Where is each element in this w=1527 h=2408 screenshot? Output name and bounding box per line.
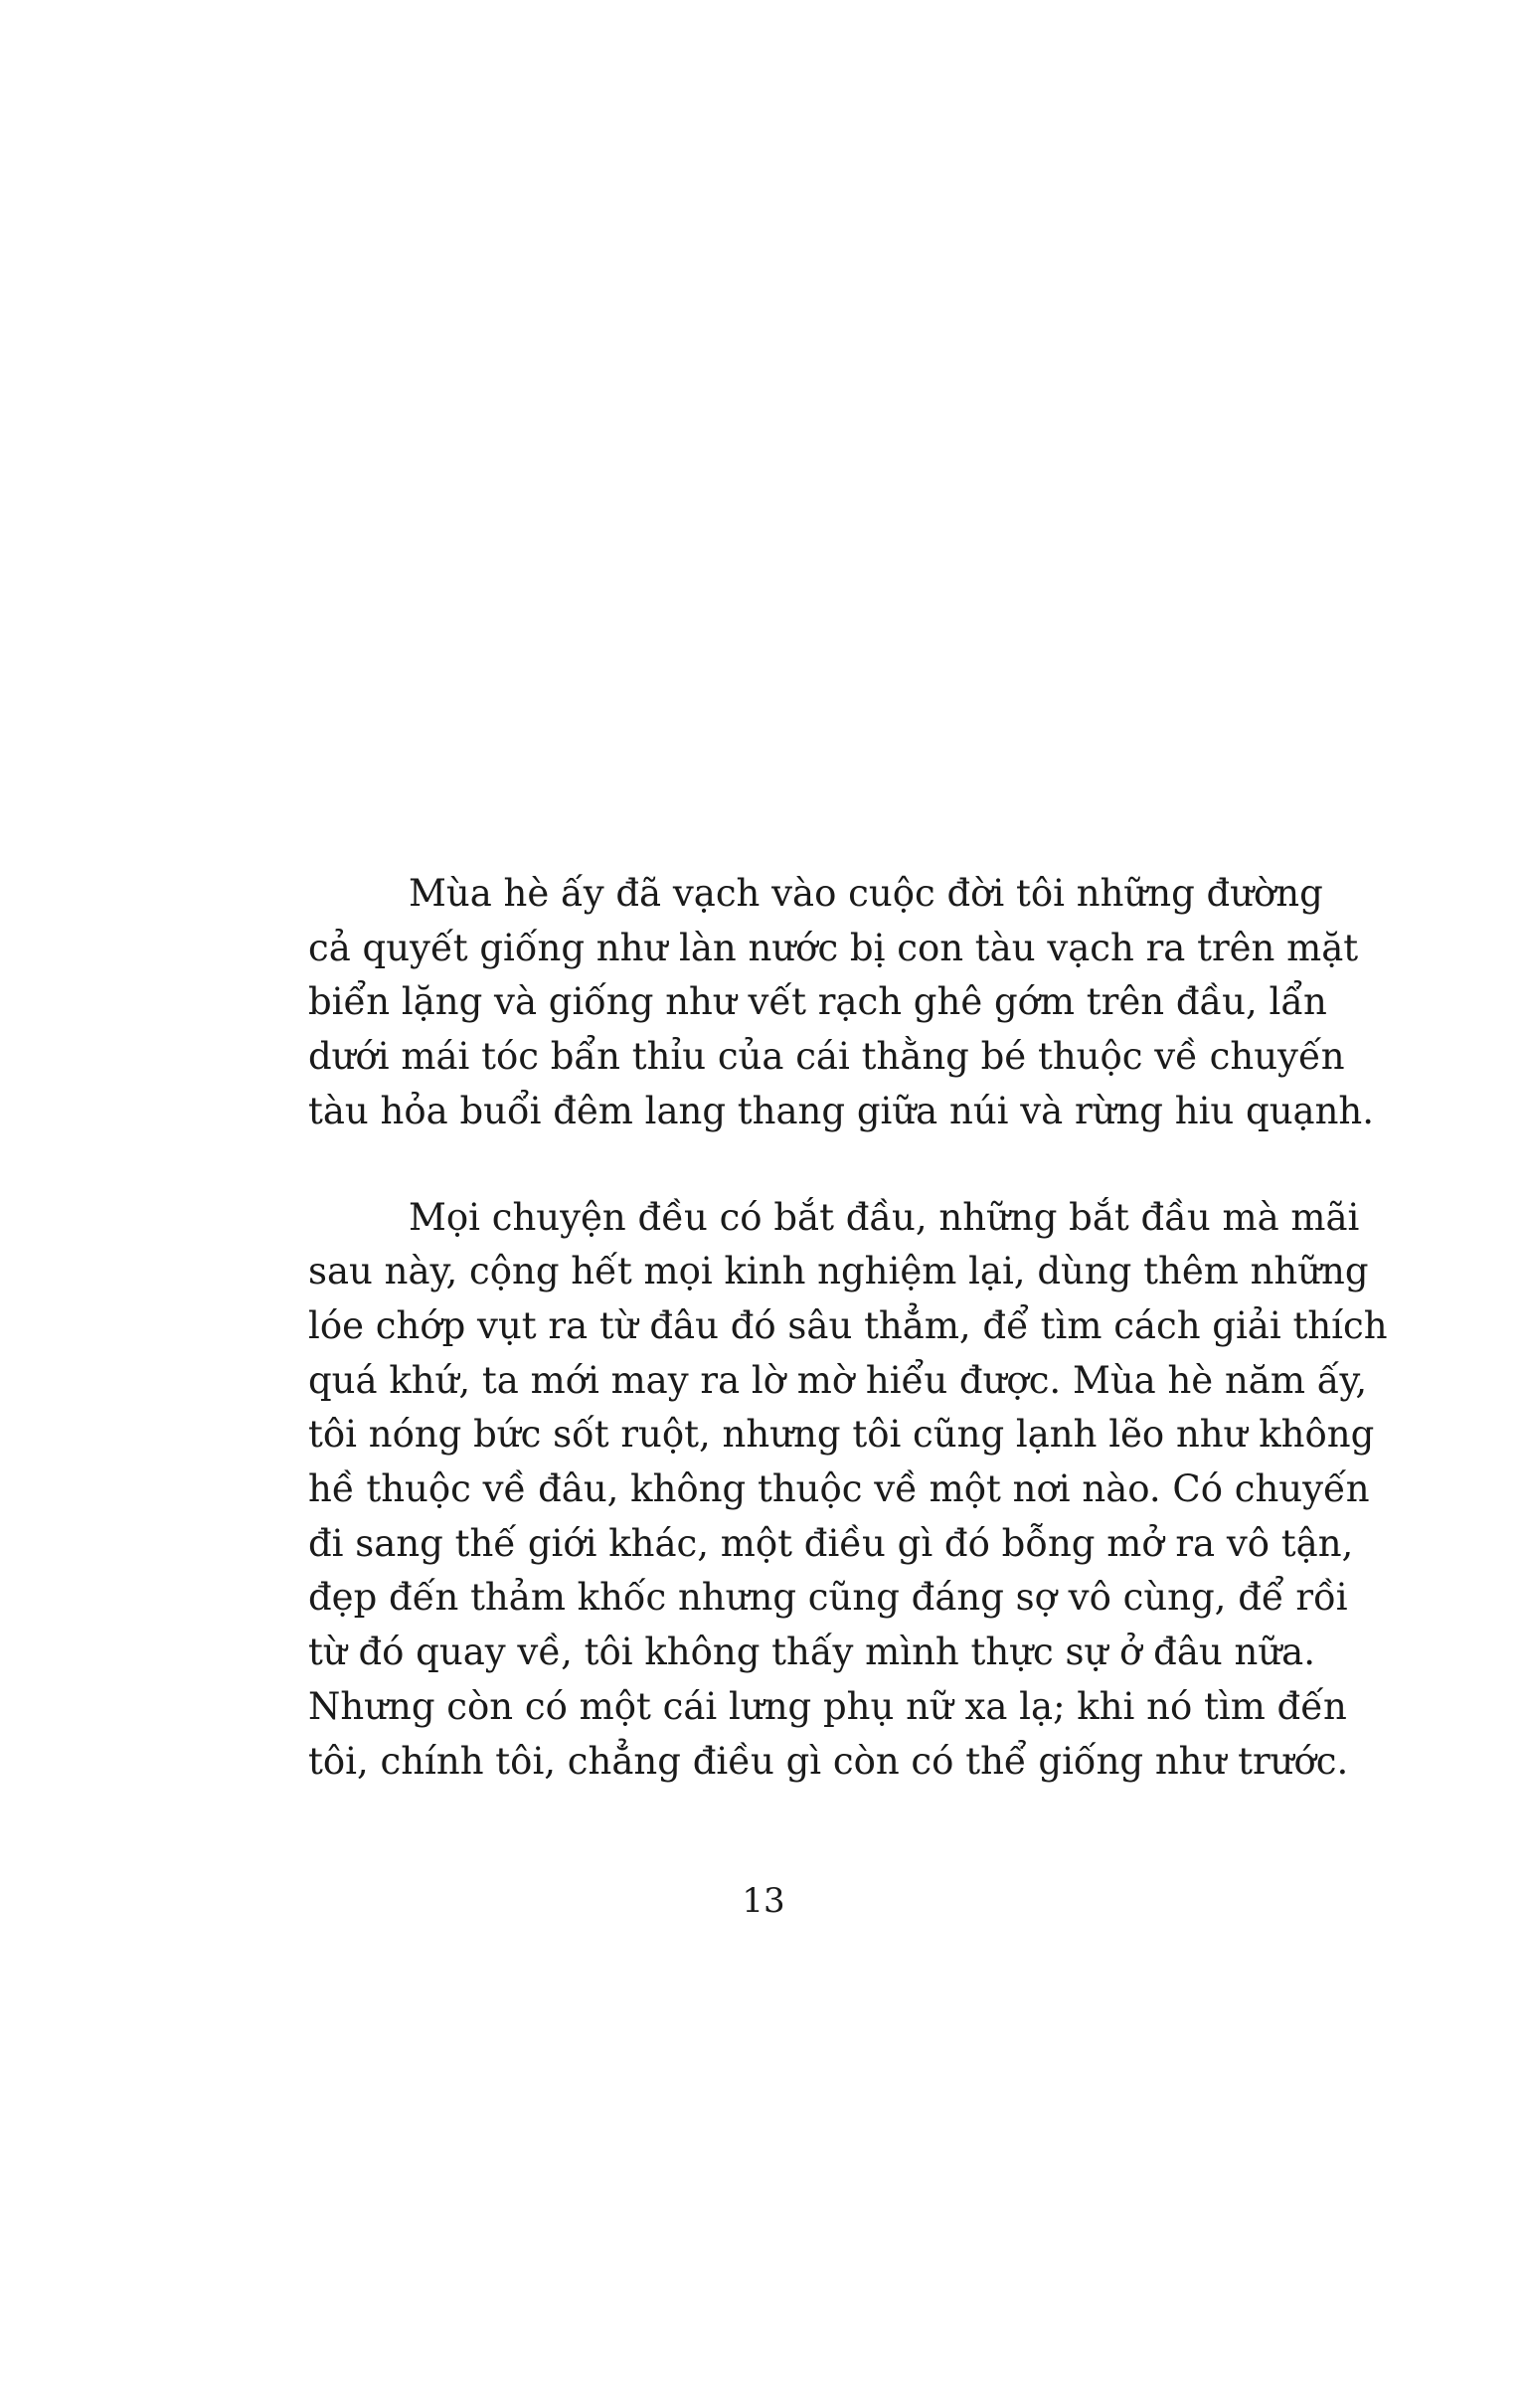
paragraph-1: [308, 867, 1375, 1139]
text-line: hề thuộc về đâu, không thuộc về một nơi nào. Có chuyến: [308, 1467, 1370, 1511]
text-line: Mọi chuyện đều có bắt đầu, những bắt đầu mà mãi: [409, 1195, 1360, 1239]
page-number: 13: [742, 1881, 785, 1921]
text-line: quá khứ, ta mới may ra lờ mờ hiểu được. Mùa hè năm ấy,: [308, 1358, 1368, 1402]
body-text: [308, 867, 1388, 1789]
text-line: từ đó quay về, tôi không thấy mình thực sự ở đâu nữa.: [308, 1631, 1315, 1674]
text-line: đi sang thế giới khác, một điều gì đó bỗng mở ra vô tận,: [308, 1521, 1354, 1565]
text-line: Mùa hè ấy đã vạch vào cuộc đời tôi những đường: [409, 872, 1323, 915]
paragraph-2: [308, 1191, 1388, 1790]
text-line: tôi, chính tôi, chẳng điều gì còn có thể giống như trước.: [308, 1739, 1349, 1783]
text-line: dưới mái tóc bẩn thỉu của cái thằng bé thuộc về chuyến: [308, 1035, 1345, 1079]
text-line: đẹp đến thảm khốc nhưng cũng đáng sợ vô cùng, để rồi: [308, 1576, 1348, 1620]
text-line: lóe chớp vụt ra từ đâu đó sâu thẳm, để tìm cách giải thích: [308, 1303, 1388, 1347]
text-line: tôi nóng bức sốt ruột, nhưng tôi cũng lạnh lẽo như không: [308, 1413, 1375, 1457]
text-line: cả quyết giống như làn nước bị con tàu vạch ra trên mặt: [308, 926, 1359, 969]
text-line: sau này, cộng hết mọi kinh nghiệm lại, dùng thêm những: [308, 1250, 1369, 1293]
text-line: Nhưng còn có một cái lưng phụ nữ xa lạ; khi nó tìm đến: [308, 1684, 1347, 1728]
text-line: tàu hỏa buổi đêm lang thang giữa núi và rừng hiu quạnh.: [308, 1089, 1375, 1132]
text-line: biển lặng và giống như vết rạch ghê gớm trên đầu, lẩn: [308, 980, 1327, 1024]
